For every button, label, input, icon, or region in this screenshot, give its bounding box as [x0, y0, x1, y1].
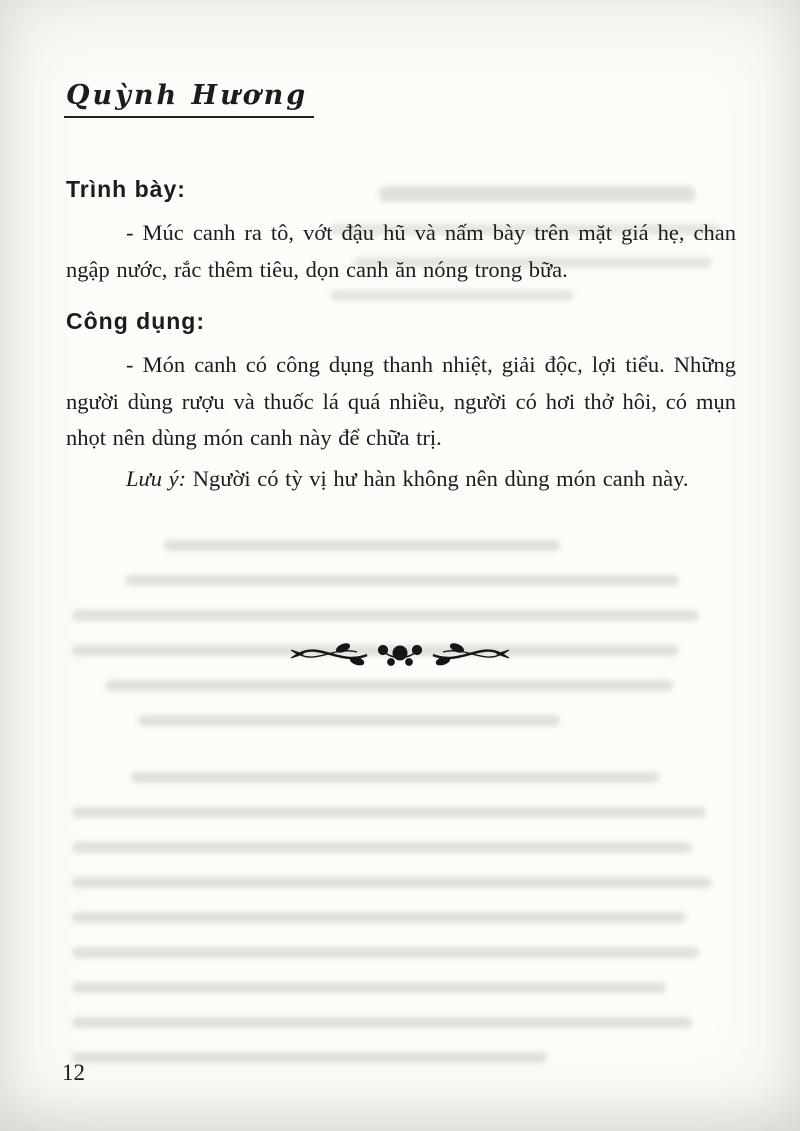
main-text-block: [66, 176, 736, 501]
section-heading-trinh-bay: Trình bày:: [66, 176, 186, 202]
note-paragraph: [66, 461, 736, 498]
page-number: 12: [62, 1060, 85, 1085]
section-body-cong-dung: - Món canh có công dụng thanh nhiệt, giải độc, lợi tiểu. Những người dùng rượu và thuốc lá quá nhiều, người có hơi thở hôi, có mụn nhọt nên dùng món canh này để chữa trị.: [66, 352, 736, 450]
section-heading-cong-dung: Công dụng:: [66, 308, 206, 334]
author-name: Quỳnh Hương: [64, 80, 314, 118]
running-header: [64, 80, 314, 118]
note-text: Người có tỳ vị hư hàn không nên dùng món canh này.: [192, 465, 689, 491]
note-label: Lưu ý:: [126, 465, 187, 491]
bleed-through-text-main: [72, 540, 732, 1087]
floral-divider-icon: [0, 634, 800, 679]
section-body-trinh-bay: - Múc canh ra tô, vớt đậu hũ và nấm bày trên mặt giá hẹ, chan ngập nước, rắc thêm tiêu, dọn canh ăn nóng trong bữa.: [66, 220, 736, 282]
